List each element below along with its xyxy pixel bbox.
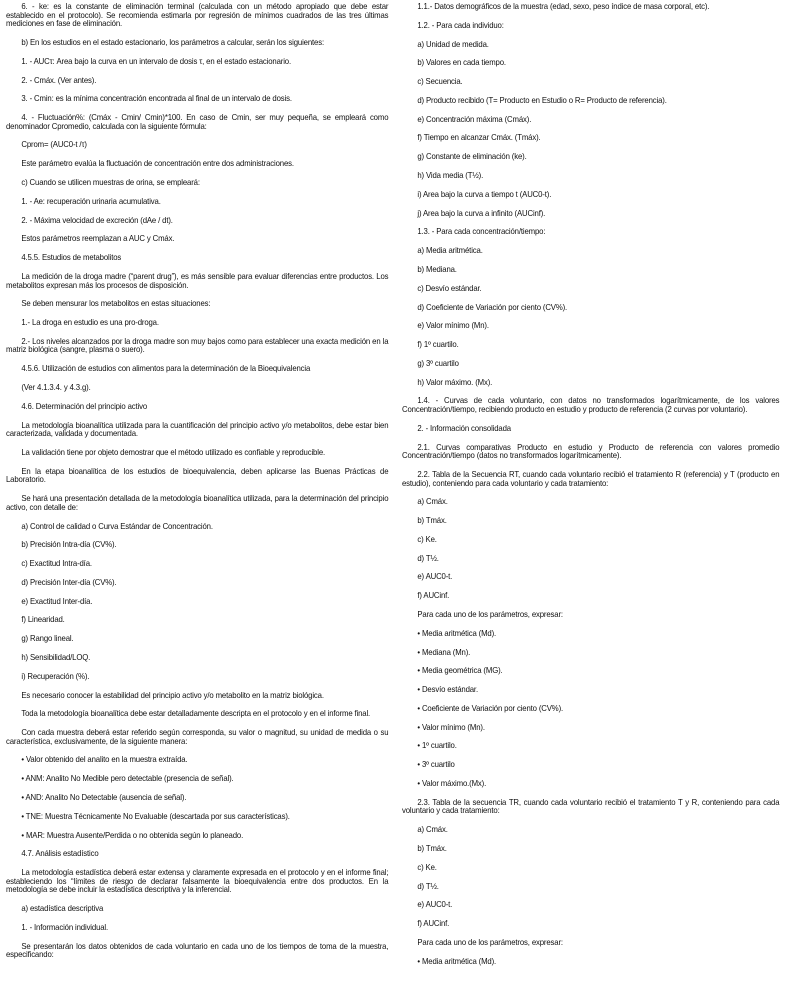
paragraph: d) T½. <box>417 881 439 891</box>
paragraph: 2.3. Tabla de la secuencia TR, cuando cada voluntario recibió el tratamiento T y R, conteniendo para cada voluntario y cada tratamiento: <box>402 797 780 816</box>
paragraph: a) Control de calidad o Curva Estándar de Concentración. <box>21 521 213 531</box>
paragraph: a) Media aritmética. <box>417 246 483 256</box>
paragraph: d) Precisión Inter-día (CV%). <box>21 577 117 587</box>
paragraph: Este parámetro evalúa la fluctuación de concentración entre dos administraciones. <box>21 159 294 169</box>
paragraph: 1.1.- Datos demográficos de la muestra (edad, sexo, peso índice de masa corporal, etc). <box>417 2 710 11</box>
paragraph: b) Precisión Intra-día (CV%). <box>21 540 117 550</box>
paragraph: La medición de la droga madre (“parent drug”), es más sensible para evaluar diferencias entre productos. Los metabolitos expresan más los procesos de disposición. <box>6 271 389 290</box>
paragraph: La metodología bioanalítica utilizada para la cuantificación del principio activo y/o metabolitos, debe estar bien caracterizada, validada y documentada. <box>6 420 389 439</box>
paragraph: • AND: Analito No Detectable (ausencia de señal). <box>21 793 187 803</box>
paragraph: • TNE: Muestra Técnicamente No Evaluable (descartada por sus características). <box>21 811 290 821</box>
paragraph: • Valor mínimo (Mn). <box>417 722 485 732</box>
paragraph: 4.5.6. Utilización de estudios con alimentos para la determinación de la Bioequivalencia <box>21 364 311 374</box>
paragraph: f) Tiempo en alcanzar Cmáx. (Tmáx). <box>417 133 541 143</box>
paragraph: i) Area bajo la curva a tiempo t (AUC0-t). <box>417 189 552 199</box>
paragraph: b) Valores en cada tiempo. <box>417 58 506 68</box>
paragraph: c) Exactitud Intra-día. <box>21 559 92 569</box>
paragraph: Toda la metodología bioanalítica debe estar detalladamente descripta en el protocolo y en el informe final. <box>21 709 371 719</box>
paragraph: e) Valor mínimo (Mn). <box>417 321 489 331</box>
paragraph: 4.6. Determinación del principio activo <box>21 401 148 411</box>
paragraph: h) Vida media (T½). <box>417 171 484 181</box>
paragraph: 2.2. Tabla de la Secuencia RT, cuando cada voluntario recibió el tratamiento R (referencia) y T (producto en estudio), conteniendo para cada voluntario y cada tratamiento: <box>402 469 780 488</box>
paragraph: a) estadística descriptiva <box>21 904 104 914</box>
paragraph: • ANM: Analito No Medible pero detectable (presencia de señal). <box>21 774 234 784</box>
paragraph: 4.7. Análisis estadístico <box>21 849 99 859</box>
paragraph: f) Linearidad. <box>21 615 65 625</box>
paragraph: b) Tmáx. <box>417 843 447 853</box>
paragraph: g) Constante de eliminación (ke). <box>417 152 527 162</box>
paragraph: 2. - Máxima velocidad de excreción (dAe / dt). <box>21 215 173 225</box>
paragraph: 3. - Cmin: es la mínima concentración encontrada al final de un intervalo de dosis. <box>21 94 292 104</box>
paragraph: 2.1. Curvas comparativas Producto en estudio y Producto de referencia con valores promedio Concentración/tiempo (datos no transformados logarítmicamente). <box>402 442 780 461</box>
paragraph: j) Area bajo la curva a infinito (AUCinf). <box>417 208 546 218</box>
paragraph: Para cada uno de los parámetros, expresar: <box>417 937 563 947</box>
paragraph: 2. - Cmáx. (Ver antes). <box>21 75 97 85</box>
paragraph: 2. - Información consolidada <box>417 423 511 433</box>
paragraph: • 1º cuartilo. <box>417 741 457 751</box>
paragraph: h) Sensibilidad/LOQ. <box>21 652 91 662</box>
paragraph: f) AUCinf. <box>417 591 450 601</box>
paragraph: b) Tmáx. <box>417 516 447 526</box>
paragraph: Se presentarán los datos obtenidos de cada voluntario en cada uno de los tiempos de toma de la muestra, especificando: <box>6 941 389 960</box>
paragraph: • MAR: Muestra Ausente/Perdida o no obtenida según lo planeado. <box>21 830 244 840</box>
paragraph: c) Ke. <box>417 862 437 872</box>
paragraph: g) 3º cuartilo <box>417 358 459 368</box>
paragraph: d) Coeficiente de Variación por ciento (CV%). <box>417 302 568 312</box>
paragraph: b) Mediana. <box>417 264 457 274</box>
left-column <box>6 3 389 970</box>
paragraph: d) T½. <box>417 553 439 563</box>
paragraph: • Media geométrica (MG). <box>417 666 503 676</box>
paragraph: e) Concentración máxima (Cmáx). <box>417 114 532 124</box>
paragraph: a) Cmáx. <box>417 497 448 507</box>
paragraph: e) AUC0-t. <box>417 900 453 910</box>
paragraph: a) Unidad de medida. <box>417 39 489 49</box>
paragraph: La metodología estadística deberá estar extensa y claramente expresada en el protocolo y en el informe final; estableciendo los “límites de riesgo de declarar falsamente la bioequivalencia entre dos productos. En la metodología se debe incluir la estadística descriptiva y la inferencial. <box>6 868 389 895</box>
paragraph: Para cada uno de los parámetros, expresar: <box>417 610 563 619</box>
paragraph: • Media aritmética (Md). <box>417 628 497 638</box>
paragraph: 6. - ke: es la constante de eliminación terminal (calculada con un método apropiado que debe estar establecido en el protocolo). Se recomienda estimarla por regresión de mínimos cuadrados de las tres últimas mediciones en fase de eliminación. <box>6 2 389 29</box>
paragraph: 4.5.5. Estudios de metabolitos <box>21 253 122 263</box>
paragraph: • Valor máximo.(Mx). <box>417 779 487 789</box>
paragraph: Estos parámetros reemplazan a AUC y Cmáx. <box>21 234 175 244</box>
paragraph: c) Secuencia. <box>417 77 463 87</box>
paragraph: • Desvío estándar. <box>417 685 478 695</box>
paragraph: 1. - AUCτ: Area bajo la curva en un intervalo de dosis τ, en el estado estacionario. <box>21 56 291 66</box>
paragraph: h) Valor máximo. (Mx). <box>417 377 493 387</box>
paragraph: f) 1º cuartilo. <box>417 340 459 350</box>
paragraph: • Coeficiente de Variación por ciento (CV%). <box>417 703 564 713</box>
paragraph: Con cada muestra deberá estar referido según corresponda, su valor o magnitud, su unidad de medida o su característica, exclusivamente, de la siguiente manera: <box>6 728 389 746</box>
paragraph: g) Rango lineal. <box>21 634 74 644</box>
paragraph: d) Producto recibido (T= Producto en Estudio o R= Producto de referencia). <box>417 95 667 105</box>
paragraph: La validación tiene por objeto demostrar que el método utilizado es confiable y reproducible. <box>21 447 326 457</box>
paragraph: 1.4. - Curvas de cada voluntario, con datos no transformados logarítmicamente, de los valores Concentración/tiempo, recibiendo producto en estudio y producto de referencia (2 curvas por voluntario). <box>402 396 780 414</box>
paragraph: 4. - Fluctuación%: (Cmáx - Cmin/ Cmin)*100. En caso de Cmin, ser muy pequeña, se empleará como denominador Cpromedio, calculada con la siguiente fórmula: <box>6 113 389 131</box>
paragraph: 1.3. - Para cada concentración/tiempo: <box>417 227 546 237</box>
paragraph: c) Cuando se utilicen muestras de orina, se empleará: <box>21 178 200 188</box>
paragraph: Se deben mensurar los metabolitos en estas situaciones: <box>21 299 211 309</box>
paragraph: 1. - Información individual. <box>21 922 109 932</box>
paragraph: b) En los estudios en el estado estacionario, los parámetros a calcular, serán los siguientes: <box>21 37 324 47</box>
paragraph: e) Exactitud Inter-día. <box>21 596 93 606</box>
paragraph: 1.- La droga en estudio es una pro-droga. <box>21 318 159 328</box>
paragraph: • 3º cuartilo <box>417 760 455 770</box>
paragraph: a) Cmáx. <box>417 825 448 835</box>
paragraph: e) AUC0-t. <box>417 572 453 582</box>
right-column <box>402 3 780 976</box>
paragraph: Cprom= (AUC0-t /τ) <box>21 140 87 150</box>
paragraph: 2.- Los niveles alcanzados por la droga madre son muy bajos como para establecer una exacta medición en la matriz biológica (sangre, plasma o suero). <box>6 336 389 355</box>
paragraph: (Ver 4.1.3.4. y 4.3.g). <box>21 383 91 393</box>
paragraph: 1. - Ae: recuperación urinaria acumulativa. <box>21 196 161 206</box>
paragraph: i) Recuperación (%). <box>21 671 90 681</box>
paragraph: Se hará una presentación detallada de la metodología bioanalítica utilizada, para la determinación del principio activo, con detalle de: <box>6 494 389 512</box>
paragraph: f) AUCinf. <box>417 919 450 929</box>
paragraph: c) Desvío estándar. <box>417 283 482 293</box>
paragraph: En la etapa bioanalítica de los estudios de bioequivalencia, deben aplicarse las Buenas Prácticas de Laboratorio. <box>6 466 389 485</box>
paragraph: • Mediana (Mn). <box>417 647 471 657</box>
paragraph: 1.2. - Para cada individuo: <box>417 20 504 30</box>
paragraph: c) Ke. <box>417 534 437 544</box>
paragraph: Es necesario conocer la estabilidad del principio activo y/o metabolito en la matriz biológica. <box>21 690 324 700</box>
paragraph: • Media aritmética (Md). <box>417 956 497 966</box>
paragraph: • Valor obtenido del analito en la muestra extraída. <box>21 755 188 765</box>
